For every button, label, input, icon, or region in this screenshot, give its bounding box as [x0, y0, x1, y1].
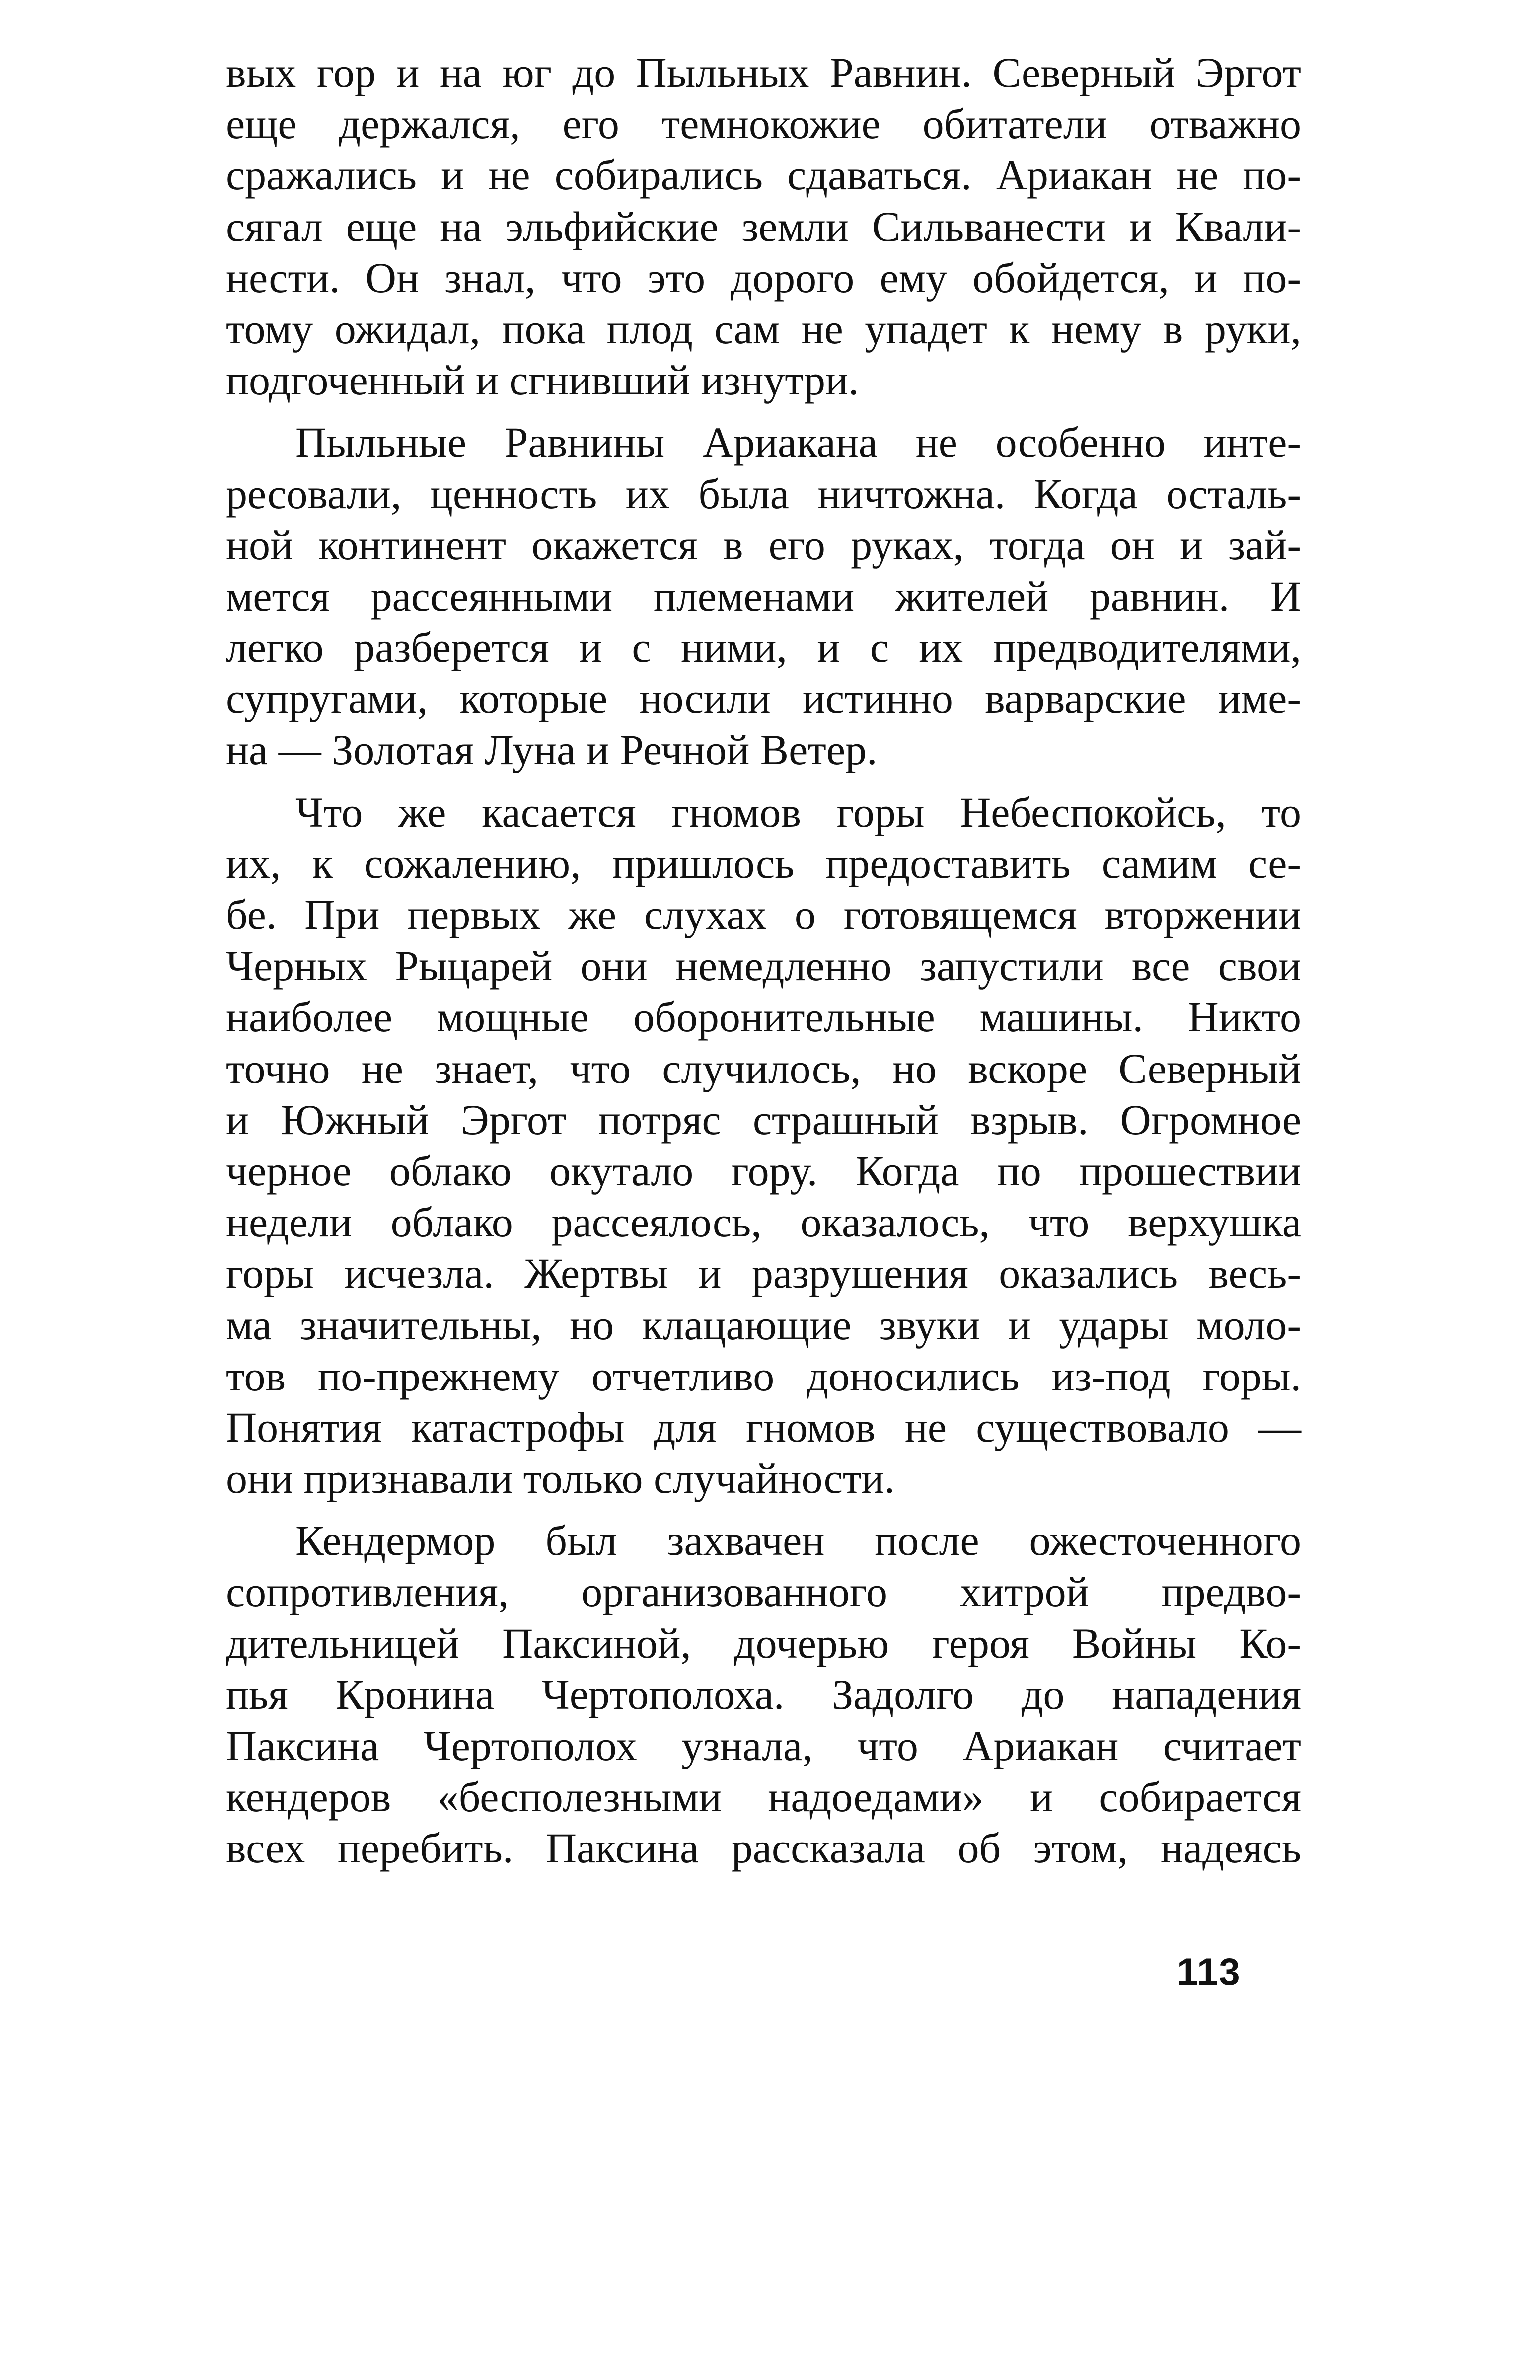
- text-line: Кендермор был захвачен после ожесточенного: [295, 1517, 1301, 1565]
- text-line: легко разберется и с ними, и с их предводителями,: [226, 623, 1301, 672]
- paragraph: [226, 47, 1301, 406]
- text-line: вых гор и на юг до Пыльных Равнин. Северный Эргот: [226, 49, 1301, 96]
- text-line: недели облако рассеялось, оказалось, что верхушка: [226, 1198, 1301, 1246]
- text-line: Что же касается гномов горы Небеспокойсь, то: [295, 788, 1301, 836]
- text-line: сражались и не собирались сдаваться. Ариакан не по-: [226, 151, 1301, 199]
- text-line: кендеров «бесполезными надоедами» и собирается: [226, 1773, 1301, 1821]
- text-line: горы исчезла. Жертвы и разрушения оказались весь-: [226, 1249, 1301, 1298]
- paragraph: [226, 787, 1301, 1505]
- text-line: супругами, которые носили истинно варварские име-: [226, 675, 1301, 723]
- text-line: бе. При первых же слухах о готовящемся вторжении: [226, 891, 1301, 938]
- text-line: наиболее мощные оборонительные машины. Никто: [226, 993, 1301, 1041]
- text-line: всех перебить. Паксина рассказала об этом, надеясь: [226, 1824, 1301, 1872]
- text-column: [226, 47, 1301, 1885]
- text-line: Пыльные Равнины Ариакана не особенно инте-: [295, 418, 1301, 466]
- text-line: сопротивления, организованного хитрой предво-: [226, 1568, 1301, 1616]
- text-line: тому ожидал, пока плод сам не упадет к нему в руки,: [226, 305, 1301, 353]
- text-line: их, к сожалению, пришлось предоставить самим се-: [226, 839, 1301, 887]
- text-line: Понятия катастрофы для гномов не существовало —: [226, 1403, 1301, 1451]
- paragraph: [226, 417, 1301, 775]
- text-line: дительницей Паксиной, дочерью героя Войны Ко-: [226, 1619, 1301, 1667]
- text-line: на — Золотая Луна и Речной Ветер.: [226, 726, 878, 774]
- text-line: и Южный Эргот потряс страшный взрыв. Огромное: [226, 1095, 1301, 1144]
- text-line: мется рассеянными племенами жителей равнин. И: [226, 572, 1301, 620]
- page-number: 113: [1177, 1951, 1241, 1993]
- text-line: Паксина Чертополох узнала, что Ариакан считает: [226, 1722, 1301, 1769]
- text-line: еще держался, его темнокожие обитатели отважно: [226, 100, 1301, 148]
- text-line: Черных Рыцарей они немедленно запустили все свои: [226, 942, 1301, 990]
- text-line: черное облако окутало гору. Когда по прошествии: [226, 1147, 1301, 1195]
- text-line: точно не знает, что случилось, но вскоре Северный: [226, 1044, 1301, 1092]
- text-line: нести. Он знал, что это дорого ему обойдется, и по-: [226, 253, 1301, 302]
- text-line: сягал еще на эльфийские земли Сильванести и Квали-: [226, 202, 1301, 250]
- paragraph: [226, 1515, 1301, 1874]
- text-line: пья Кронина Чертополоха. Задолго до нападения: [226, 1670, 1301, 1718]
- text-line: ной континент окажется в его руках, тогда он и зай-: [226, 521, 1301, 569]
- text-line: подгоченный и сгнивший изнутри.: [226, 356, 859, 404]
- text-line: тов по-прежнему отчетливо доносились из-под горы.: [226, 1352, 1301, 1400]
- text-line: они признавали только случайности.: [226, 1455, 895, 1503]
- text-line: ма значительны, но клацающие звуки и удары моло-: [226, 1301, 1301, 1349]
- text-line: ресовали, ценность их была ничтожна. Когда осталь-: [226, 469, 1301, 518]
